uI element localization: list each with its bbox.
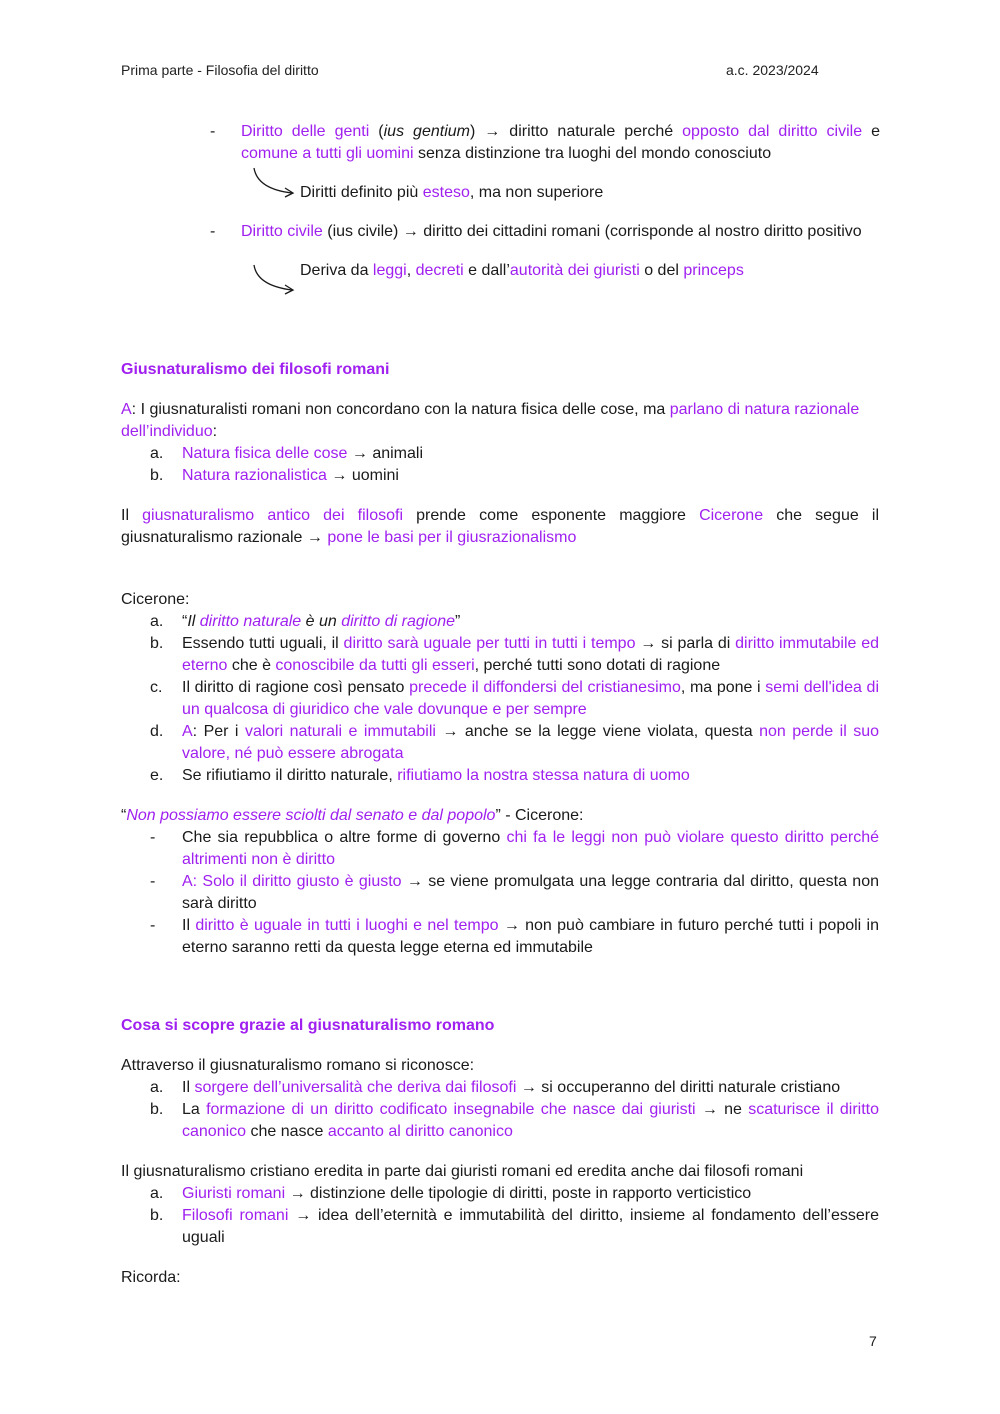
list-marker: - (150, 873, 156, 890)
text-run: ius gentium (383, 123, 470, 140)
text-run: : Per i (192, 723, 245, 740)
text-run: che è (227, 657, 276, 674)
text-run: e dall’ (463, 262, 510, 279)
highlight-text: accanto al diritto canonico (327, 1123, 513, 1140)
list-marker: b. (150, 1207, 164, 1224)
highlight-text: Cicerone (699, 507, 764, 524)
highlight-text: A (182, 723, 193, 740)
list-marker: a. (150, 1185, 164, 1202)
highlight-text: parlano di natura razionale dell’individuo (121, 401, 860, 440)
quote (121, 805, 879, 827)
list-marker: b. (150, 635, 164, 652)
list-text (182, 443, 880, 465)
section-title: Giusnaturalismo dei filosofi romani (121, 361, 390, 378)
text-run: che nasce (246, 1123, 328, 1140)
highlight-text: A (121, 401, 132, 418)
text-run: : I giusnaturalisti romani non concordano con la natura fisica delle cose, ma (131, 401, 670, 418)
highlight-text: diritto di ragione (341, 613, 456, 630)
text-run: Che sia repubblica o altre forme di governo (182, 829, 507, 846)
text-run: Deriva da (300, 262, 373, 279)
header-right: a.c. 2023/2024 (726, 62, 819, 78)
highlight-text: Non possiamo essere sciolti dal senato e dal popolo (126, 807, 496, 824)
text-run: prende come esponente maggiore (403, 507, 700, 524)
list-marker: a. (150, 445, 164, 462)
list-marker: a. (150, 1079, 164, 1096)
highlight-text: leggi (372, 262, 407, 279)
text-run: ) → diritto naturale perché (469, 123, 683, 140)
text-run: Attraverso il giusnaturalismo romano si riconosce: (121, 1057, 475, 1074)
ricorda-label: Ricorda: (121, 1269, 181, 1286)
text-run: (ius civile) → diritto dei cittadini romani (corrisponde al nostro diritto positivo (322, 223, 862, 240)
page-number: 7 (869, 1333, 877, 1349)
text-run: Il (182, 1079, 195, 1096)
highlight-text: diritto naturale (199, 613, 302, 630)
highlight-text: valori naturali e immutabili (244, 723, 436, 740)
curved-arrow-icon (248, 166, 298, 200)
list-marker: b. (150, 467, 164, 484)
text-run: Il (121, 507, 143, 524)
highlight-text: chi fa le leggi non può violare questo diritto perché altrimenti non è diritto (182, 829, 880, 868)
text-run: : (212, 423, 218, 440)
highlight-text: esteso (422, 184, 470, 201)
paragraph (121, 399, 879, 443)
highlight-text: non perde il suo valore, né può essere abrogata (182, 723, 879, 762)
highlight-text: Natura fisica delle cose (182, 445, 348, 462)
list-marker: c. (150, 679, 163, 696)
list-text (182, 1183, 880, 1205)
text-run: → idea dell’eternità e immutabilità del diritto, insieme al fondamento dell’essere uguali (182, 1207, 880, 1246)
list-marker: a. (150, 613, 164, 630)
list-text (182, 611, 880, 633)
text-run: , ma non superiore (469, 184, 604, 201)
text-run: Diritti definito più (300, 184, 423, 201)
list-marker: - (150, 917, 156, 934)
text-run: ” - Cicerone: (495, 807, 584, 824)
highlight-text: giusnaturalismo antico dei filosofi (142, 507, 403, 524)
text-run: , (406, 262, 416, 279)
sub-note (300, 260, 744, 282)
text-run: Essendo tutti uguali, il (182, 635, 344, 652)
highlight-text: formazione di un diritto codificato insegnabile che nasce dai giuristi (206, 1101, 696, 1118)
list-marker: b. (150, 1101, 164, 1118)
text-run: → animali (347, 445, 423, 462)
text-run: Il giusnaturalismo cristiano eredita in parte dai giuristi romani ed eredita anche dai filosofi romani (121, 1163, 804, 1180)
text-run: La (182, 1101, 207, 1118)
highlight-text: Natura razionalistica (182, 467, 327, 484)
highlight-text: conoscibile da tutti gli esseri (275, 657, 475, 674)
header-left: Prima parte - Filosofia del diritto (121, 62, 319, 78)
paragraph (121, 505, 879, 549)
highlight-text: opposto dal diritto civile (682, 123, 863, 140)
text-run: Il (182, 917, 196, 934)
highlight-text: Diritto civile (241, 223, 323, 240)
list-text (182, 915, 879, 959)
list-text (241, 221, 891, 243)
text-run: → non può cambiare in futuro perché tutti i popoli in eterno saranno retti da questa legge eterna ed immutabile (182, 917, 879, 956)
text-run: → ne (695, 1101, 749, 1118)
text-run: → se viene promulgata una legge contraria dal diritto, questa non sarà diritto (182, 873, 880, 912)
text-run: → uomini (326, 467, 399, 484)
highlight-text: precede il diffondersi del cristianesimo (409, 679, 681, 696)
highlight-text: princeps (683, 262, 744, 279)
list-marker: e. (150, 767, 164, 784)
text-run: Se rifiutiamo il diritto naturale, (182, 767, 398, 784)
list-text (182, 1077, 880, 1099)
text-run: → si parla di (635, 635, 736, 652)
list-text (182, 1205, 879, 1249)
text-run: senza distinzione tra luoghi del mondo conosciuto (413, 145, 772, 162)
paragraph (121, 1161, 879, 1183)
list-marker: - (150, 829, 156, 846)
text-run: → distinzione delle tipologie di diritti, poste in rapporto verticistico (285, 1185, 752, 1202)
curved-arrow-icon (248, 262, 298, 296)
text-run: Il (187, 613, 200, 630)
highlight-text: sorgere dell’universalità che deriva dai filosofi (194, 1079, 517, 1096)
text-run: , ma pone i (680, 679, 766, 696)
highlight-text: Diritto delle genti (241, 123, 370, 140)
list-marker: - (210, 223, 216, 240)
text-run: e (862, 123, 881, 140)
list-text (182, 765, 880, 787)
text-run: “ (182, 613, 188, 630)
highlight-text: diritto immutabile ed eterno (182, 635, 880, 674)
highlight-text: scaturisce il diritto canonico (182, 1101, 879, 1140)
list-text (182, 465, 880, 487)
text-run: o del (639, 262, 684, 279)
highlight-text: pone le basi per il giusrazionalismo (327, 529, 577, 546)
paragraph (121, 1055, 879, 1077)
list-text (182, 633, 879, 677)
text-run: Il diritto di ragione così pensato (182, 679, 410, 696)
text-run: “ (121, 807, 127, 824)
highlight-text: diritto è uguale in tutti i luoghi e nel tempo (195, 917, 499, 934)
text-run: → si occuperanno del diritti naturale cristiano (516, 1079, 841, 1096)
text-run: → anche se la legge viene violata, questa (435, 723, 760, 740)
text-run: ” (455, 613, 461, 630)
highlight-text: diritto sarà uguale per tutti in tutti i tempo (343, 635, 636, 652)
section-title: Cosa si scopre grazie al giusnaturalismo romano (121, 1017, 495, 1034)
highlight-text: comune a tutti gli uomini (241, 145, 414, 162)
highlight-text: semi dell'idea di un qualcosa di giuridico che vale dovunque e per sempre (182, 679, 879, 718)
list-text (182, 721, 879, 765)
list-marker: d. (150, 723, 164, 740)
text-run: è un (301, 613, 342, 630)
list-text (182, 677, 879, 721)
highlight-text: A: Solo il diritto giusto è giusto (182, 873, 402, 890)
cicerone-label: Cicerone: (121, 591, 190, 608)
highlight-text: rifiutiamo la nostra stessa natura di uomo (397, 767, 690, 784)
list-text (182, 1099, 879, 1143)
highlight-text: autorità dei giuristi (509, 262, 640, 279)
sub-note (300, 182, 603, 204)
text-run: che segue il giusnaturalismo razionale → (121, 507, 879, 546)
text-run: , perché tutti sono dotati di ragione (474, 657, 721, 674)
list-text (182, 827, 879, 871)
highlight-text: Filosofi romani (182, 1207, 289, 1224)
highlight-text: decreti (415, 262, 464, 279)
text-run: ( (369, 123, 384, 140)
highlight-text: Giuristi romani (182, 1185, 286, 1202)
list-text (182, 871, 879, 915)
list-marker: - (210, 123, 216, 140)
list-text (241, 121, 880, 165)
